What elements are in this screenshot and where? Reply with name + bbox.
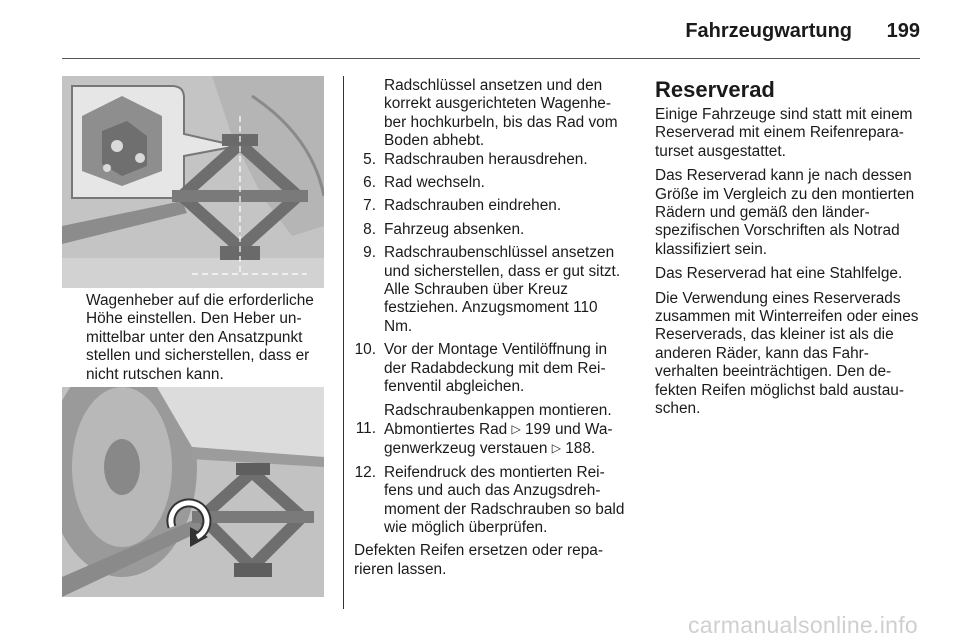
step-item [346, 197, 628, 215]
step-item [346, 341, 628, 396]
section-title: Fahrzeugwartung [685, 20, 852, 42]
step-number: 7. [363, 197, 376, 215]
paragraph: Das Reserverad kann je nach dessen Größe im Vergleich zu den montierten Rädern und gemäß den länderspezifischen Vorschriften als Notrad klassifiziert sein. [655, 167, 915, 258]
instruction-column [346, 77, 628, 579]
closing-note-text: Defekten Reifen ersetzen oder reparieren lassen. [354, 542, 603, 578]
step-number: 8. [363, 220, 376, 238]
step-text: Radschrauben eindrehen. [384, 197, 562, 215]
jack-caption-text: Wagenheber auf die erforderliche Höhe einstellen. Den Heber unmittelbar unter den Ansatzpunkt stellen und sicherstellen, dass er nicht rutschen kann. [86, 292, 314, 383]
step-text: Fahrzeug absenken. [384, 220, 525, 238]
step-text-part: . [590, 440, 596, 458]
page-reference-link[interactable]: 188 [565, 440, 591, 458]
section-heading: Reserverad [655, 77, 775, 102]
step-number: 10. [354, 341, 376, 359]
figure-caption-column [86, 292, 324, 384]
column-divider [343, 76, 344, 609]
paragraph: Die Verwendung eines Reserverads zusammen mit Winterreifen oder eines Reserverads, das kleiner ist als die anderen Räder, kann das Fahrverhalten beeinträchtigen. Den defekten Reifen möglichst bald austauschen. [655, 289, 919, 418]
step-text: Radschraubenschlüssel ansetzen und sicherstellen, dass er gut sitzt. Alle Schrauben über Kreuz festziehen. Anzugsmoment 110 Nm. [384, 244, 621, 335]
triangle-arrow-icon: ▷ [511, 421, 521, 436]
step-text-part: Abmontiertes Rad [384, 420, 512, 438]
step-text-part: und Wagenwerkzeug verstauen [384, 420, 613, 458]
step-number: 12. [354, 463, 376, 481]
step-item [346, 221, 628, 239]
step-number: 11. [355, 419, 376, 437]
step-number: 6. [363, 174, 376, 192]
step-item [346, 151, 628, 169]
step-item [346, 464, 628, 538]
step-text: Reifendruck des montierten Reifens und auch das Anzugsdrehmoment der Radschrauben so bald wie möglich überprüfen. [384, 463, 625, 536]
page-number: 199 [886, 20, 920, 42]
step-number: 5. [363, 150, 376, 168]
jack-cranking-illustration [62, 387, 324, 597]
paragraph: Das Reserverad hat eine Stahlfelge. [655, 265, 903, 283]
watermark-text: carmanualsonline.info [687, 612, 918, 638]
paragraph: Einige Fahrzeuge sind statt mit einem Reserverad mit einem Reifenreparaturset ausgestattet. [655, 106, 913, 160]
step-item [346, 420, 628, 459]
step-item [346, 244, 628, 336]
step-text: Vor der Montage Ventilöffnung in der Radabdeckung mit dem Reifenventil abgleichen. [384, 341, 608, 396]
header-rule [62, 58, 920, 59]
step-intro-text: Radschlüssel ansetzen und den korrekt ausgerichteten Wagenheber hochkurbeln, bis das Rad vom Boden abhebt. [384, 77, 618, 150]
step-number: 9. [363, 244, 376, 262]
step-text: Radschrauben herausdrehen. [384, 150, 588, 168]
page-header [0, 0, 960, 60]
step-item [346, 174, 628, 192]
triangle-arrow-icon: ▷ [551, 441, 561, 456]
step-continuation-text: Radschraubenkappen montieren. [384, 401, 612, 419]
page-reference-link[interactable]: 199 [524, 420, 551, 438]
spare-wheel-column [655, 77, 923, 425]
step-text: Rad wechseln. [384, 174, 485, 192]
jack-placement-illustration [62, 76, 324, 288]
